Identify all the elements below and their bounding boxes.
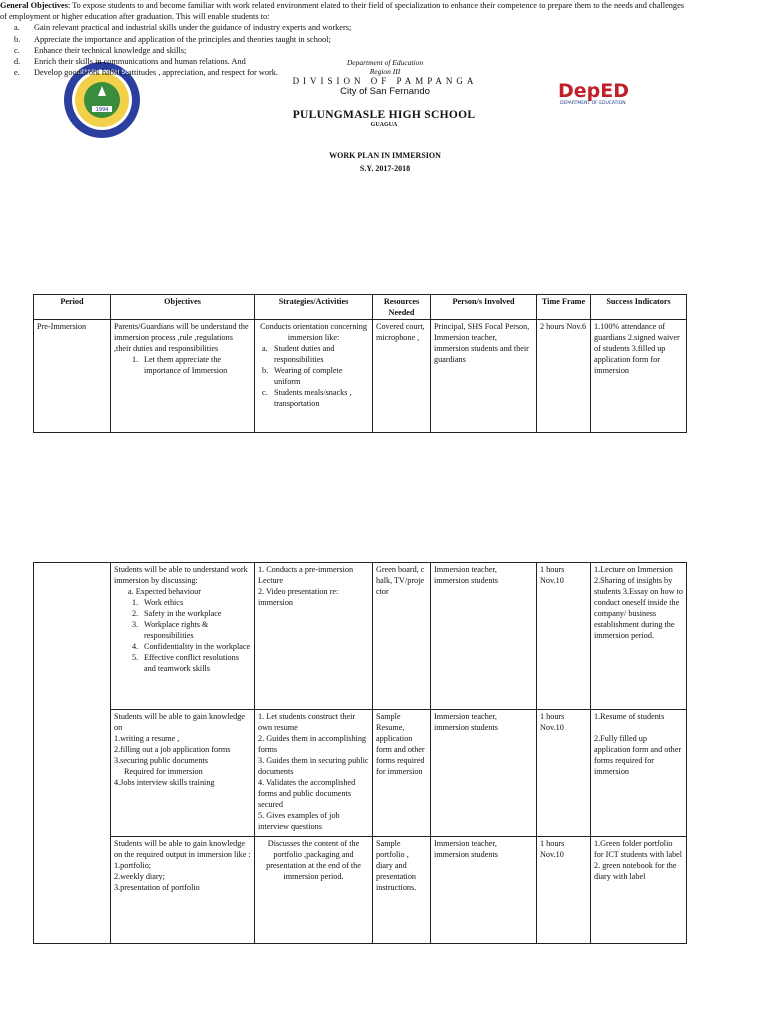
department-line: Department of Education	[346, 58, 424, 67]
header-resources: Resources Needed	[373, 295, 431, 320]
cell-objectives: Parents/Guardians will be understand the immersion process ,rule ,regulations ,their duties and responsibilities 1. Let them appreciate the importance of Immersion	[111, 320, 255, 433]
cell-objectives: Students will be able to gain knowledge on 1.writing a resume , 2.filling out a job application forms 3.securing public documents Required for immersion 4.Jobs interview skills training	[111, 710, 255, 837]
deped-logo-subtitle: DEPARTMENT OF EDUCATION	[560, 101, 626, 106]
objectives-list	[0, 22, 686, 78]
cell-strategies: 1. Conducts a pre-immersion Lecture 2. Video presentation re: immersion	[255, 563, 373, 710]
cell-persons: Immersion teacher, immersion students	[431, 563, 537, 710]
work-plan-table-part1	[33, 294, 687, 433]
header-success-indicators: Success Indicators	[591, 295, 687, 320]
cell-resources: Green board, chalk, TV/projector	[373, 563, 431, 710]
header-persons: Person/s Involved	[431, 295, 537, 320]
general-objectives	[0, 0, 686, 78]
city-line: City of San Fernando	[340, 86, 430, 97]
cell-persons: Principal, SHS Focal Person, Immersion teacher, immersion students and their guardians	[431, 320, 537, 433]
cell-time-frame: 1 hours Nov.10	[537, 710, 591, 837]
header-strategies: Strategies/Activities	[255, 295, 373, 320]
work-plan-table-part2	[33, 562, 687, 944]
cell-success-indicators: 1.Lecture on Immersion 2.Sharing of insights by students 3.Essay on how to conduct oneself inside the company/ business establishment during the immersion period.	[591, 563, 687, 710]
school-town: GUAGUA	[370, 122, 398, 128]
header-objectives: Objectives	[111, 295, 255, 320]
table-header-row	[34, 295, 687, 320]
cell-success-indicators: 1.100% attendance of guardians 2.signed waiver of students 3.filled up application form for immersion	[591, 320, 687, 433]
list-item: 1. Work ethics	[132, 598, 184, 607]
cell-strategies: Conducts orientation concerning immersion like: a. Student duties and responsibilities b. Wearing of complete uniform c. Students meals/snacks , transportation	[255, 320, 373, 433]
list-item: 3. Workplace rights & responsibilities	[132, 620, 209, 640]
list-item: a. Student duties and responsibilities	[262, 344, 335, 364]
list-item: 4. Confidentiality in the workplace	[132, 642, 251, 651]
list-item: 2. Safety in the workplace	[132, 609, 222, 618]
cell-period-empty	[34, 563, 111, 944]
cell-resources: Covered court, microphone ,	[373, 320, 431, 433]
cell-strategies: 1. Let students construct their own resume 2. Guides them in accomplishing forms 3. Guides them in securing public documents 4. Validates the accomplished forms and public documents secured 5. Gives examples of job interview questions	[255, 710, 373, 837]
objectives-intro	[0, 0, 686, 22]
list-item: c. Students meals/snacks , transportation	[262, 388, 352, 408]
objective-item: c. Enhance their technical knowledge and skills;	[14, 45, 187, 55]
school-year: S.Y. 2017-2018	[359, 164, 411, 173]
school-name: PULUNGMASLE HIGH SCHOOL	[292, 109, 476, 121]
table-row	[34, 837, 687, 944]
cell-persons: Immersion teacher, immersion students	[431, 710, 537, 837]
objectives-label: General Objectives	[0, 1, 68, 10]
objective-item: e. Develop good work habits , attitudes , appreciation, and respect for work.	[14, 68, 278, 78]
deped-logo	[556, 80, 664, 106]
objective-item: b. Appreciate the importance and application of the principles and theories taught in school;	[14, 34, 331, 44]
cell-time-frame: 1 hours Nov.10	[537, 563, 591, 710]
cell-success-indicators: 1.Resume of students 2.Fully filled up application form and other forms required for immersion	[591, 710, 687, 837]
header-time-frame: Time Frame	[537, 295, 591, 320]
document-title: WORK PLAN IN IMMERSION	[329, 151, 441, 160]
cell-success-indicators: 1.Green folder portfolio for ICT students with label 2. green notebook for the diary with label	[591, 837, 687, 944]
cell-time-frame: 2 hours Nov.6	[537, 320, 591, 433]
list-item: 5. Effective conflict resolutions and teamwork skills	[132, 653, 239, 673]
seal-year: 1994	[95, 107, 109, 113]
deped-logo-text: DepED	[558, 80, 630, 102]
cell-resources: Sample Resume, application form and other forms required for immersion	[373, 710, 431, 837]
list-item: b. Wearing of complete uniform	[262, 366, 343, 386]
table-row-pre-immersion	[34, 320, 687, 433]
cell-time-frame: 1 hours Nov.10	[537, 837, 591, 944]
cell-persons: Immersion teacher, immersion students	[431, 837, 537, 944]
table-row	[34, 563, 687, 710]
objective-item: a. Gain relevant practical and industrial skills under the guidance of industry experts and workers;	[14, 23, 352, 33]
cell-period: Pre-Immersion	[34, 320, 111, 433]
header-period: Period	[34, 295, 111, 320]
cell-objectives: Students will be able to gain knowledge on the required output in immersion like : 1.portfolio; 2.weekly diary; 3.presentation of portfolio	[111, 837, 255, 944]
cell-resources: Sample portfolio , diary and presentation instructions.	[373, 837, 431, 944]
division-line: DIVISION OF PAMPANGA	[292, 76, 478, 86]
region-line: Region III	[369, 67, 401, 76]
cell-strategies: Discusses the content of the portfolio ,packaging and presentation at the end of the immersion period.	[255, 837, 373, 944]
table-row	[34, 710, 687, 837]
objective-item: d. Enrich their skills in communications and human relations. And	[14, 57, 246, 67]
seal-text: ULUNGMASLE HIGH SCHOO	[62, 69, 142, 76]
cell-objectives: Students will be able to understand work immersion by discussing: a. Expected behaviour 1. Work ethics 2. Safety in the workplace 3. Workplace rights & responsibilities 4. Confidentiality in the workplace 5. Effective conflict resolutions and teamwork skills	[111, 563, 255, 710]
objectives-text: : To expose students to and become familiar with work related environment elated to their field of specialization to enhance their competence to prepare them to the needs and challenges of employment or higher education after graduation. This will enable students to:	[0, 1, 684, 22]
